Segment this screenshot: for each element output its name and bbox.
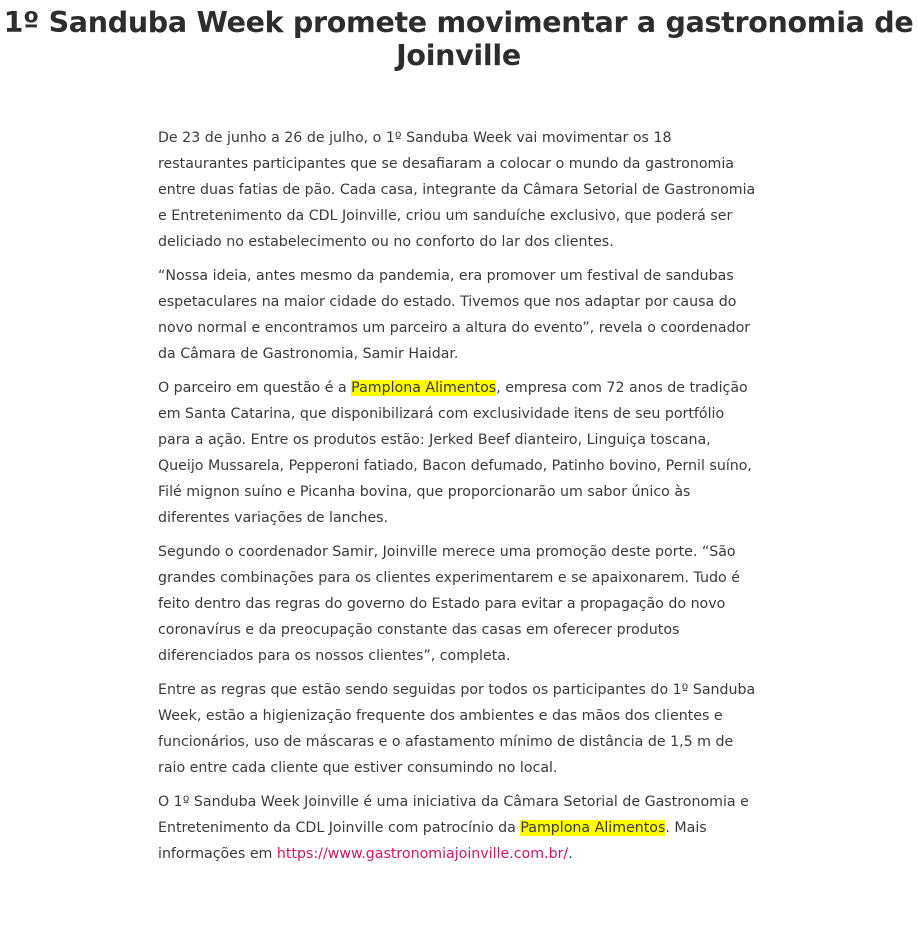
paragraph-6-text-start: O 1º Sanduba Week Joinville é uma iniciativa da Câmara Setorial de Gastronomia e Entretenimento da CDL Joinville com patrocínio da <box>158 794 749 836</box>
paragraph-1: De 23 de junho a 26 de julho, o 1º Sanduba Week vai movimentar os 18 restaurantes participantes que se desafiaram a colocar o mundo da gastronomia entre duas fatias de pão. Cada casa, integrante da Câmara Setorial de Gastronomia e Entretenimento da CDL Joinville, criou um sanduíche exclusivo, que poderá ser deliciado no estabelecimento ou no conforto do lar dos clientes. <box>158 130 756 250</box>
paragraph-3-text-end: , empresa com 72 anos de tradição em Santa Catarina, que disponibilizará com exclusividade itens de seu portfólio para a ação. Entre os produtos estão: Jerked Beef dianteiro, Linguiça toscana, Queijo Mussarela, Pepperoni fatiado, Bacon defumado, Patinho bovino, Pernil suíno, Filé mignon suíno e Picanha bovina, que proporcionarão um sabor único às diferentes variações de lanches. <box>158 380 752 526</box>
paragraph-6 <box>158 789 758 867</box>
paragraph-5: Entre as regras que estão sendo seguidas por todos os participantes do 1º Sanduba Week, estão a higienização frequente dos ambientes e das mãos dos clientes e funcionários, uso de máscaras e o afastamento mínimo de distância de 1,5 m de raio entre cada cliente que estiver consumindo no local. <box>158 682 756 776</box>
paragraph-3 <box>158 375 758 531</box>
website-link[interactable]: https://www.gastronomiajoinville.com.br/ <box>276 846 569 862</box>
sponsor-highlight: Pamplona Alimentos <box>351 380 497 396</box>
paragraph-2: “Nossa ideia, antes mesmo da pandemia, era promover um festival de sandubas espetaculares na maior cidade do estado. Tivemos que nos adaptar por causa do novo normal e encontramos um parceiro a altura do evento”, revela o coordenador da Câmara de Gastronomia, Samir Haidar. <box>158 268 751 362</box>
article-title: 1º Sanduba Week promete movimentar a gastronomia de Joinville <box>3 6 914 72</box>
paragraph-6-text-middle: . Mais informações em <box>158 820 707 862</box>
article-body <box>158 125 758 875</box>
paragraph-6-text-end: . <box>568 846 573 862</box>
paragraph-3-text-start: O parceiro em questão é a <box>158 380 352 396</box>
paragraph-4: Segundo o coordenador Samir, Joinville merece uma promoção deste porte. “São grandes combinações para os clientes experimentarem e se apaixonarem. Tudo é feito dentro das regras do governo do Estado para evitar a propagação do novo coronavírus e da preocupação constante das casas em oferecer produtos diferenciados para os nossos clientes”, completa. <box>158 544 740 664</box>
sponsor-highlight-2: Pamplona Alimentos <box>520 820 666 836</box>
